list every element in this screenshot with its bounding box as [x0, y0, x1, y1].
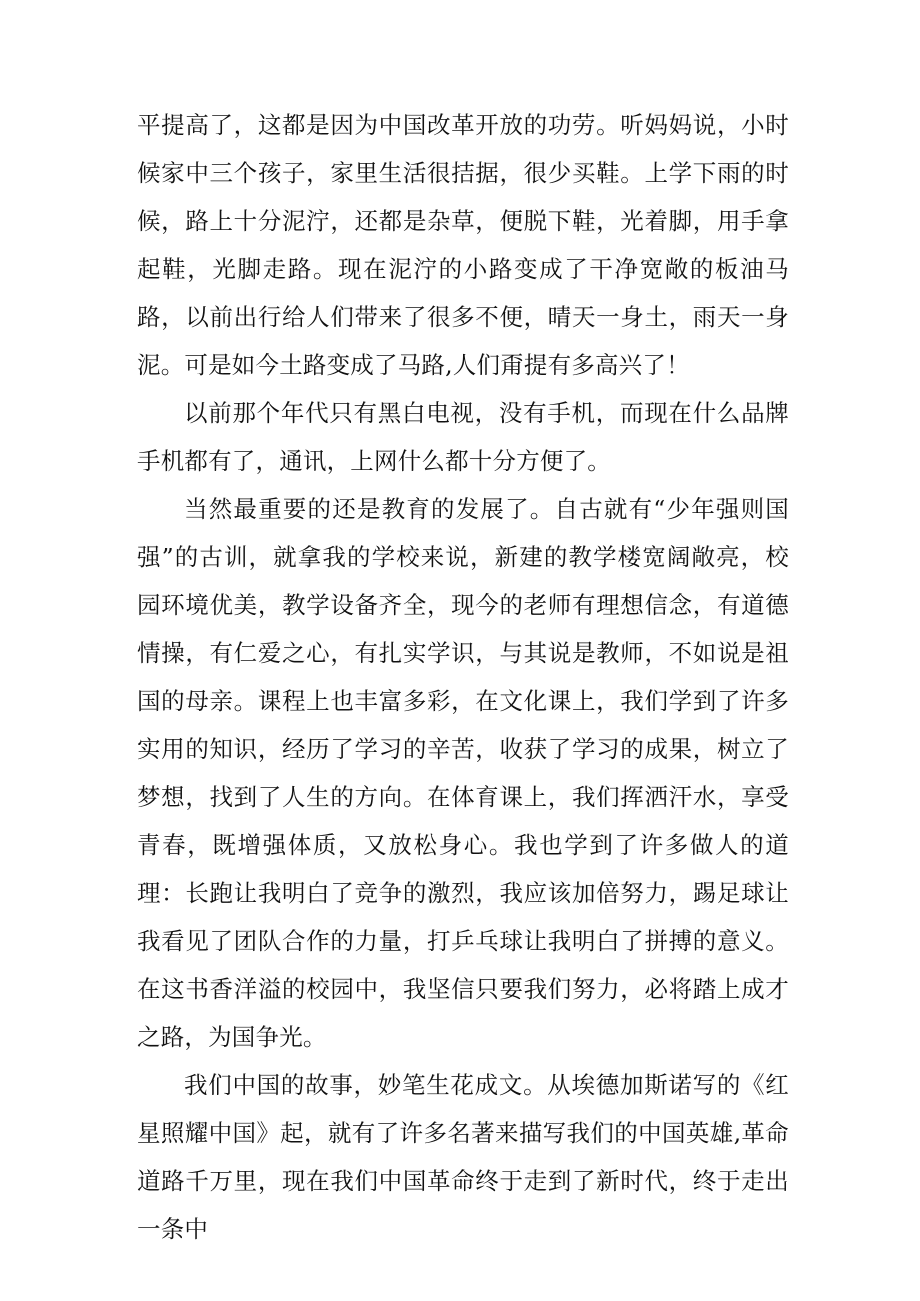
paragraph-4: 我们中国的故事，妙笔生花成文。从埃德加斯诺写的《红星照耀中国》起，就有了许多名著来描写我们的中国英雄,革命道路千万里，现在我们中国革命终于走到了新时代，终于走出一条中 [137, 1071, 789, 1243]
paragraph-2: 以前那个年代只有黑白电视，没有手机，而现在什么品牌手机都有了，通讯，上网什么都十分方便了。 [137, 399, 789, 475]
paragraph-1: 平提高了，这都是因为中国改革开放的功劳。听妈妈说，小时候家中三个孩子，家里生活很拮据，很少买鞋。上学下雨的时候，路上十分泥泞，还都是杂草，便脱下鞋，光着脚，用手拿起鞋，光脚走路。现在泥泞的小路变成了干净宽敞的板油马路，以前出行给人们带来了很多不便，晴天一身土，雨天一身泥。可是如今土路变成了马路,人们甭提有多高兴了！ [137, 111, 789, 379]
paragraph-3: 当然最重要的还是教育的发展了。自古就有“少年强则国强”的古训，就拿我的学校来说，新建的教学楼宽阔敞亮，校园环境优美，教学设备齐全，现今的老师有理想信念，有道德情操，有仁爱之心，有扎实学识，与其说是教师，不如说是祖国的母亲。课程上也丰富多彩，在文化课上，我们学到了许多实用的知识，经历了学习的辛苦，收获了学习的成果，树立了梦想，找到了人生的方向。在体育课上，我们挥洒汗水，享受青春，既增强体质，又放松身心。我也学到了许多做人的道理：长跑让我明白了竞争的激烈，我应该加倍努力，踢足球让我看见了团队合作的力量，打乒乓球让我明白了拼搏的意义。在这书香洋溢的校园中，我坚信只要我们努力，必将踏上成才之路，为国争光。 [137, 495, 789, 1051]
document-body [137, 101, 789, 1253]
